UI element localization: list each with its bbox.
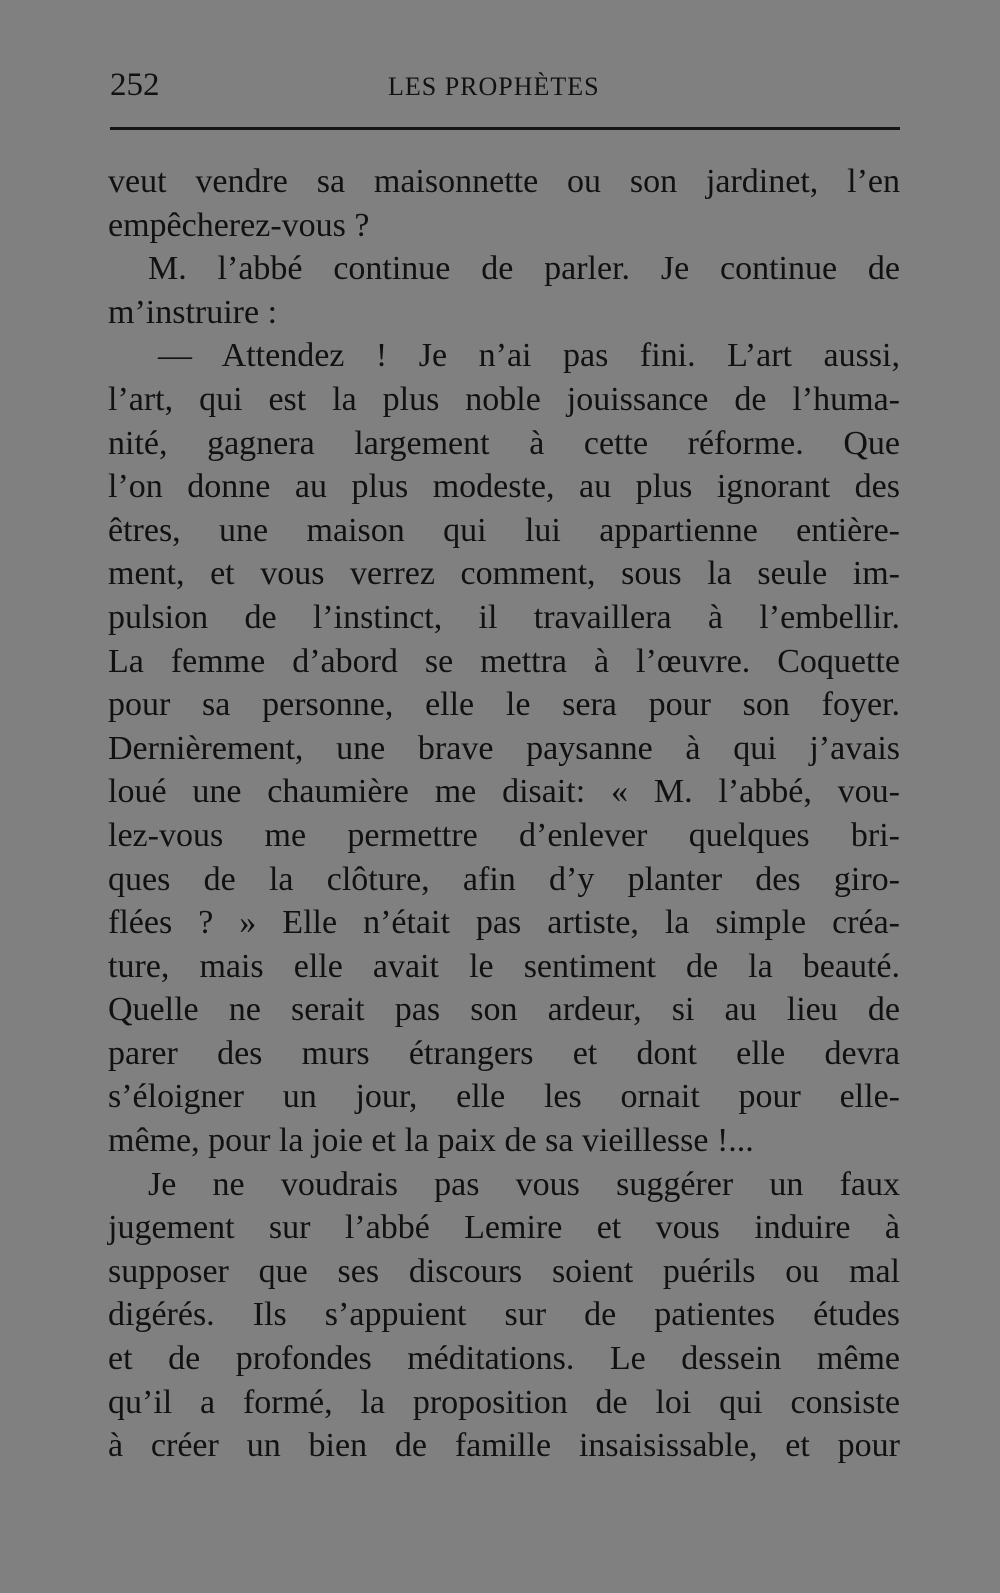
text-line: Quelle ne serait pas son ardeur, si au lieu de [108,991,900,1029]
text-line: parer des murs étrangers et dont elle devra [108,1034,900,1072]
page-number: 252 [110,67,160,103]
text-line: à créer un bien de famille insaisissable, et pour [108,1427,900,1465]
text-line: ment, et vous verrez comment, sous la seule im- [108,555,900,593]
text-line: — Attendez ! Je n’ai pas fini. L’art aussi, [158,337,900,375]
text-line: ture, mais elle avait le sentiment de la beauté. [108,947,900,985]
running-head [110,62,900,112]
text-line: jugement sur l’abbé Lemire et vous induire à [108,1209,900,1247]
text-line: l’on donne au plus modeste, au plus ignorant des [108,468,900,506]
text-line: Je ne voudrais pas vous suggérer un faux [148,1165,900,1203]
header-rule [110,127,900,130]
text-line: lez-vous me permettre d’enlever quelques bri- [108,816,900,854]
text-line: La femme d’abord se mettra à l’œuvre. Coquette [108,642,900,680]
text-line: ques de la clôture, afin d’y planter des giro- [108,860,900,898]
text-line: digérés. Ils s’appuient sur de patientes études [108,1296,900,1334]
text-line: veut vendre sa maisonnette ou son jardinet, l’en [108,163,900,200]
body-text [108,160,900,1468]
text-line: pulsion de l’instinct, il travaillera à l’embellir. [108,598,900,636]
text-line: empêcherez-vous ? [108,206,370,244]
text-line: m’instruire : [108,293,278,331]
text-line: M. l’abbé continue de parler. Je continue de [148,250,900,288]
text-line: qu’il a formé, la proposition de loi qui consiste [108,1383,900,1421]
text-line: et de profondes méditations. Le dessein même [108,1340,900,1378]
text-line: même, pour la joie et la paix de sa vieillesse !... [108,1122,754,1160]
text-line: nité, gagnera largement à cette réforme. Que [108,424,900,462]
text-line: s’éloigner un jour, elle les ornait pour elle- [108,1078,900,1116]
text-line: flées ? » Elle n’était pas artiste, la simple créa- [108,904,900,942]
text-line: Dernièrement, une brave paysanne à qui j’avais [108,729,900,767]
text-line: supposer que ses discours soient puérils ou mal [108,1252,900,1290]
text-line: loué une chaumière me disait: « M. l’abbé, vou- [108,773,900,811]
text-line: l’art, qui est la plus noble jouissance de l’huma- [108,380,900,418]
text-line: êtres, une maison qui lui appartienne entière- [108,511,900,549]
running-title: LES PROPHÈTES [388,72,600,101]
text-line: pour sa personne, elle le sera pour son foyer. [108,686,900,724]
